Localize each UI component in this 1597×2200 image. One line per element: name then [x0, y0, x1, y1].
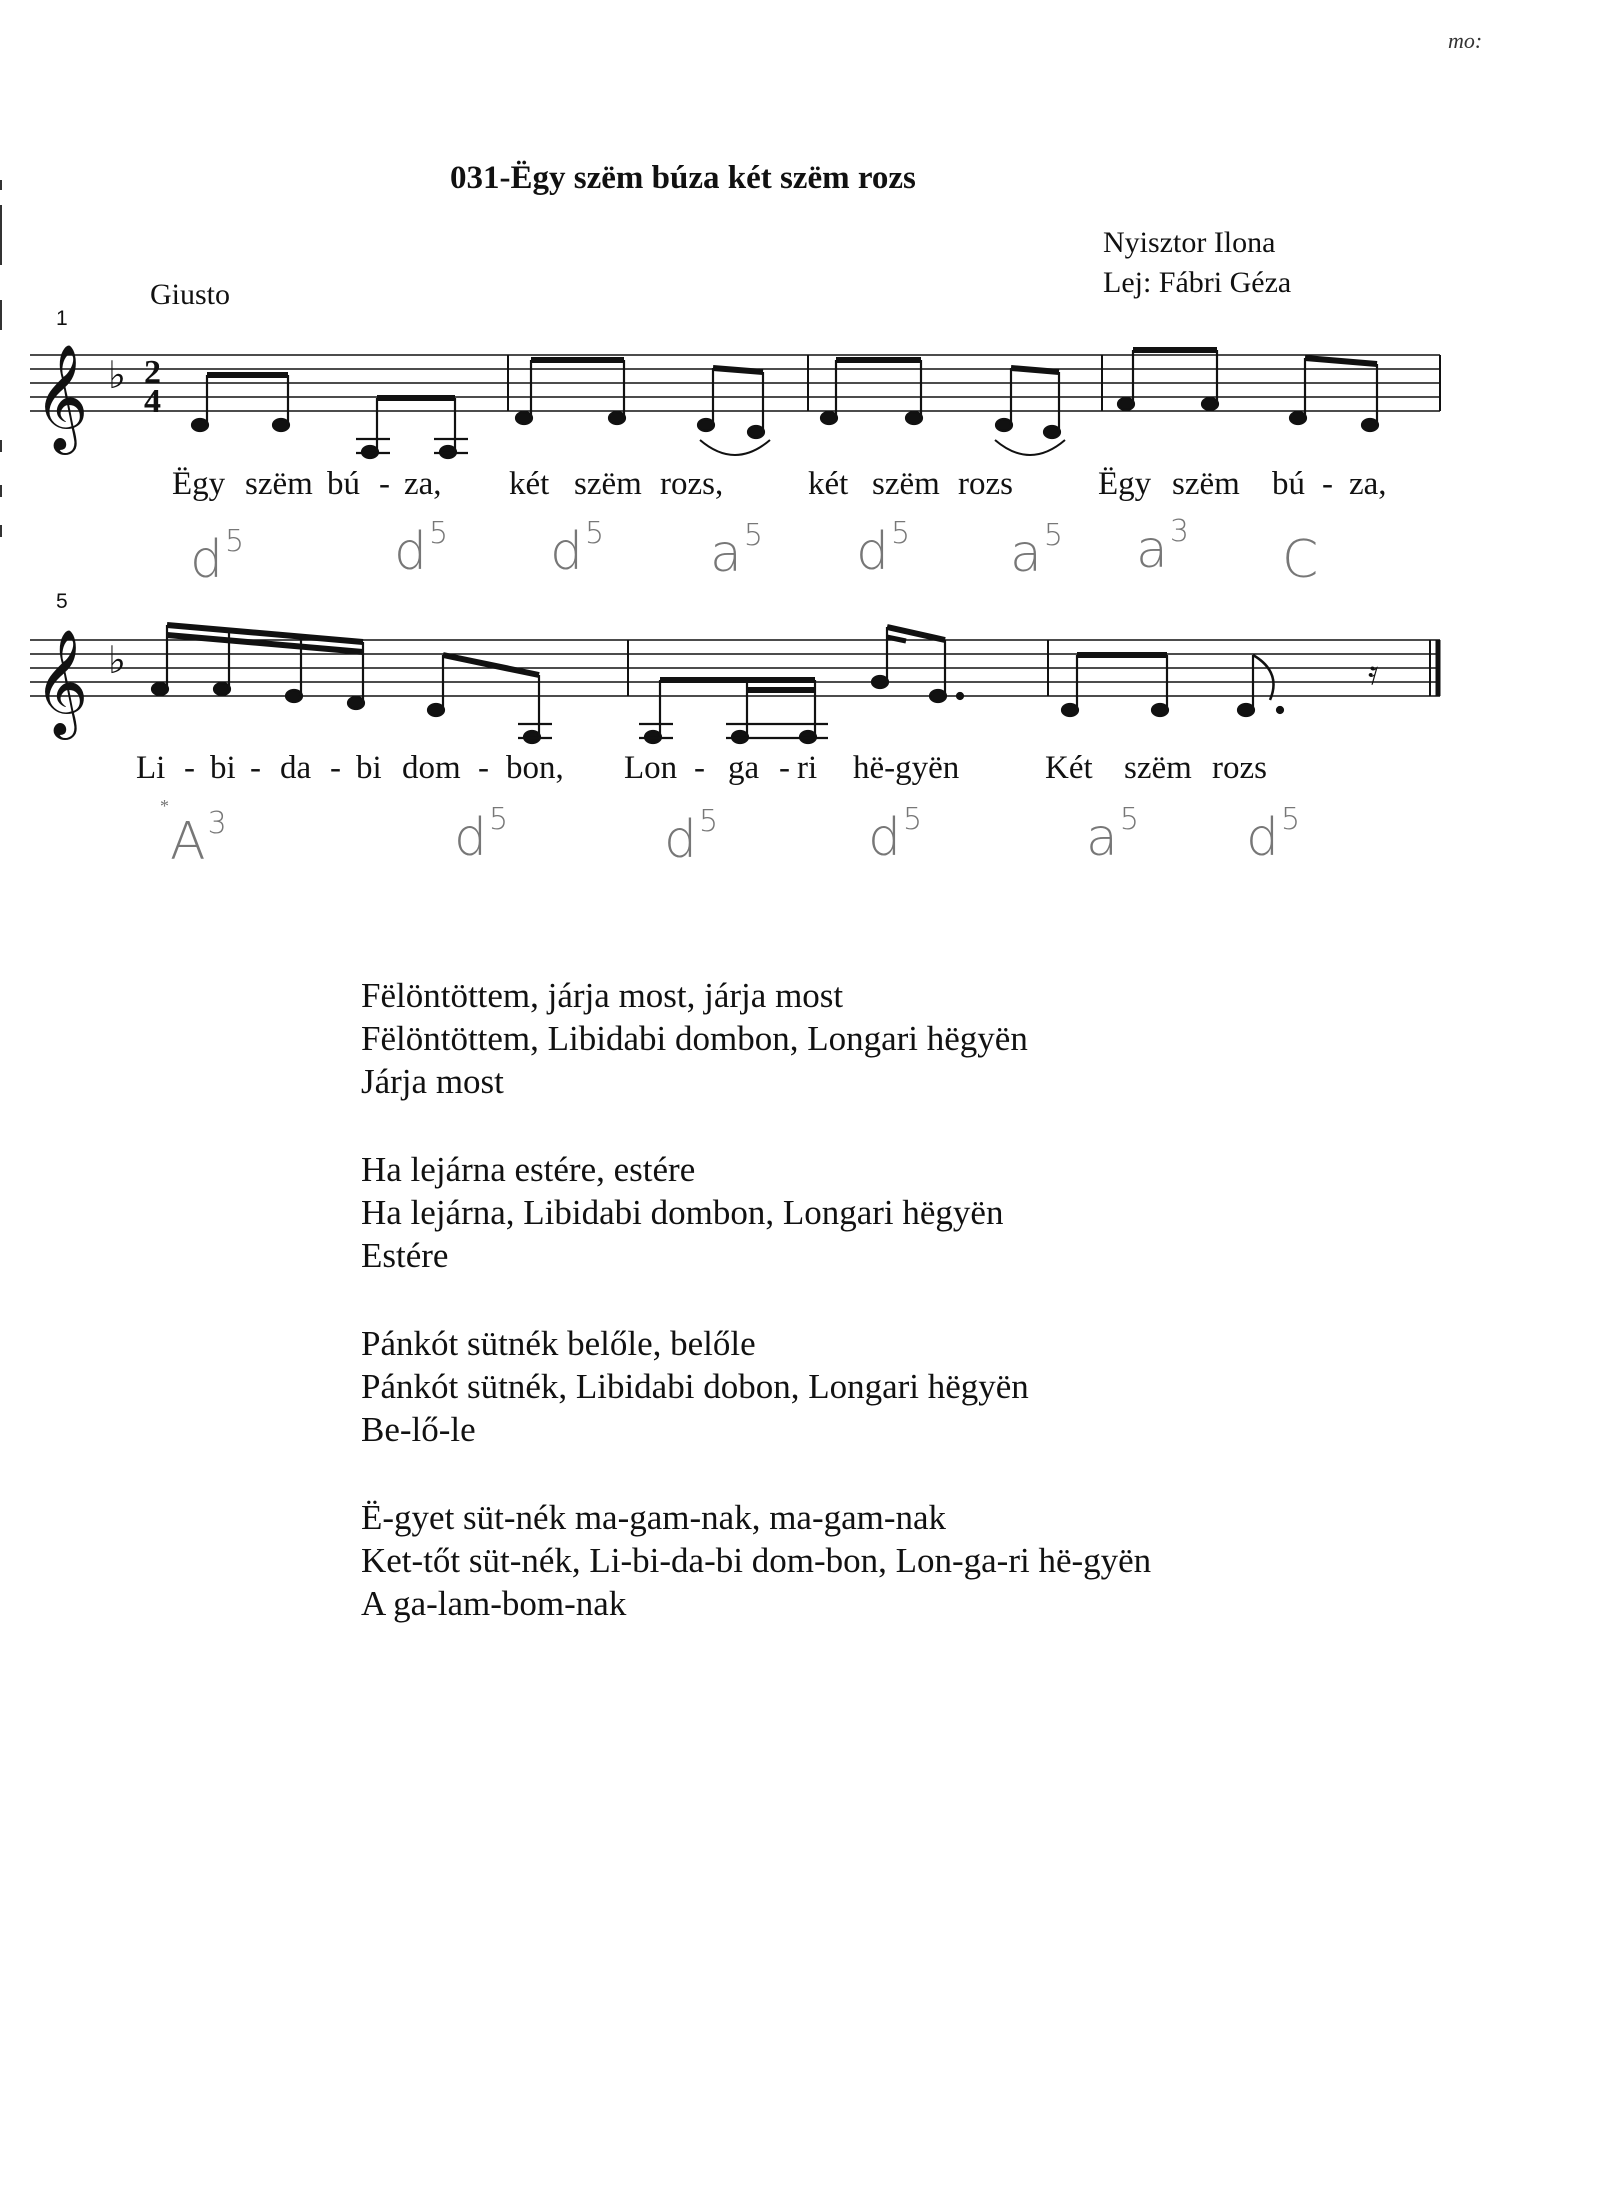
- lyric-syllable: da: [280, 750, 312, 786]
- lyric-syllable: Lon: [624, 750, 678, 786]
- note: [1062, 704, 1078, 716]
- lyric-syllable: ri: [797, 750, 818, 786]
- lyric-syllable: -: [779, 750, 790, 786]
- staff-system-2: [0, 0, 1597, 760]
- note: [1238, 704, 1254, 716]
- system-number: 1: [56, 307, 68, 330]
- lyric-syllable: bi: [210, 750, 236, 786]
- lyric-syllable: za,: [1349, 466, 1387, 502]
- chord-symbol: C: [1282, 530, 1319, 590]
- rest-icon: 𝄿: [1368, 653, 1379, 693]
- lyric-syllable: rozs,: [660, 466, 724, 502]
- lyric-syllable: szëm: [872, 466, 940, 502]
- lyric-syllable: -: [1322, 466, 1333, 502]
- verse-line: Fëlöntöttem, járja most, járja most: [361, 976, 844, 1015]
- verse-line: Ë-gyet süt-nék ma-gam-nak, ma-gam-nak: [361, 1498, 947, 1537]
- note: [286, 690, 302, 702]
- lyric-syllable: hë-gyën: [853, 750, 960, 786]
- chord-symbol: $a^5$: [1086, 801, 1139, 868]
- note: [930, 690, 946, 702]
- corner-mark: mo:: [1448, 28, 1483, 53]
- lyric-syllable: rozs: [1212, 750, 1267, 786]
- lyric-syllable: bú: [1272, 466, 1305, 502]
- lyric-syllable: két: [509, 466, 550, 502]
- lyric-syllable: ga: [728, 750, 760, 786]
- lyric-syllable: -: [694, 750, 705, 786]
- lyric-syllable: -: [330, 750, 341, 786]
- verse-line: Be-lő-le: [361, 1410, 476, 1449]
- chord-symbol: $d^5$: [856, 515, 911, 582]
- treble-clef-icon: 𝄞: [34, 628, 89, 735]
- note: [348, 697, 364, 709]
- lyric-syllable: Két: [1045, 750, 1093, 786]
- tempo-marking: Giusto: [150, 278, 231, 311]
- lyric-syllable: za,: [404, 466, 442, 502]
- chord-symbol: $a^5$: [1010, 517, 1063, 584]
- chord-symbol: $d^5$: [1246, 801, 1301, 868]
- asterisk-mark: *: [160, 796, 169, 816]
- lyric-syllable: -: [478, 750, 489, 786]
- lyric-syllable: bú: [327, 466, 360, 502]
- time-signature-top: 2: [144, 354, 161, 391]
- lyric-syllable: Ëgy: [172, 466, 226, 502]
- lyricist: Nyisztor Ilona: [1103, 226, 1276, 259]
- page-title: 031-Ëgy szëm búza két szëm rozs: [450, 160, 916, 196]
- chord-symbol: $d^5$: [190, 523, 245, 590]
- lyric-syllable: Ëgy: [1098, 466, 1152, 502]
- lyric-syllable: szëm: [574, 466, 642, 502]
- verse-line: Ha lejárna estére, estére: [361, 1150, 696, 1189]
- chord-symbol: $d^5$: [664, 803, 719, 870]
- verse-line: Estére: [361, 1236, 449, 1275]
- verse-line: A ga-lam-bom-nak: [361, 1584, 627, 1623]
- lyric-syllable: bon,: [506, 750, 564, 786]
- note: [1152, 704, 1168, 716]
- chord-symbol: $A^3$: [170, 805, 227, 872]
- lyric-syllable: szëm: [245, 466, 313, 502]
- treble-clef-icon: 𝄞: [34, 343, 89, 450]
- chord-symbol: $d^5$: [868, 801, 923, 868]
- chord-symbol: $d^5$: [454, 801, 509, 868]
- note: [872, 676, 888, 688]
- lyric-syllable: -: [379, 466, 390, 502]
- chord-symbol: $d^5$: [550, 515, 605, 582]
- note: [428, 704, 444, 716]
- chord-symbol: $a^3$: [1136, 513, 1189, 580]
- verse-line: Pánkót sütnék belőle, belőle: [361, 1324, 756, 1363]
- flat-icon: ♭: [108, 638, 126, 682]
- lyric-syllable: -: [184, 750, 195, 786]
- lyric-syllable: bi: [356, 750, 382, 786]
- lyric-syllable: két: [808, 466, 849, 502]
- chord-symbol: $d^5$: [394, 515, 449, 582]
- lyric-syllable: Li: [136, 750, 166, 786]
- verse-line: Ha lejárna, Libidabi dombon, Longari hëgyën: [361, 1193, 1004, 1232]
- time-signature-bottom: 4: [144, 383, 161, 420]
- lyric-syllable: dom: [402, 750, 461, 786]
- note: [214, 683, 230, 695]
- chord-symbol: $a^5$: [710, 517, 763, 584]
- verse-line: Ket-tőt süt-nék, Li-bi-da-bi dom-bon, Lon-ga-ri hë-gyën: [361, 1541, 1152, 1580]
- note: [152, 683, 168, 695]
- lyric-syllable: szëm: [1172, 466, 1240, 502]
- lyric-syllable: rozs: [958, 466, 1013, 502]
- system-number: 5: [56, 590, 68, 613]
- flat-icon: ♭: [108, 353, 126, 397]
- verse-line: Pánkót sütnék, Libidabi dobon, Longari hëgyën: [361, 1367, 1029, 1406]
- verse-line: Fëlöntöttem, Libidabi dombon, Longari hëgyën: [361, 1019, 1028, 1058]
- lyric-syllable: szëm: [1124, 750, 1192, 786]
- verse-line: Járja most: [361, 1062, 504, 1101]
- lyric-syllable: -: [250, 750, 261, 786]
- composer: Lej: Fábri Géza: [1103, 266, 1292, 299]
